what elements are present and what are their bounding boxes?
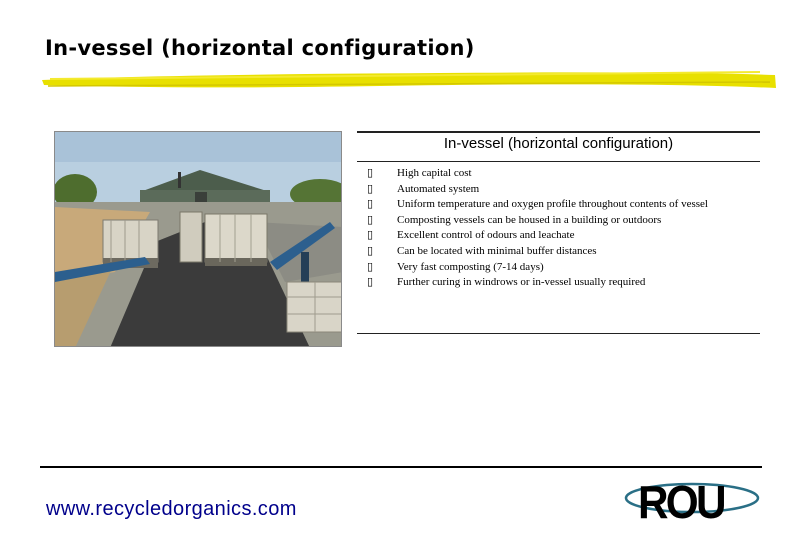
list-item: ▯ Composting vessels can be housed in a building or outdoors — [367, 212, 662, 226]
bullet-box-icon: ▯ — [367, 181, 374, 195]
list-item: ▯ Automated system — [367, 181, 480, 195]
table-bottom-rule — [357, 333, 760, 334]
list-item: ▯ Very fast composting (7-14 days) — [367, 259, 544, 273]
list-item: ▯ Further curing in windrows or in-vessel usually required — [367, 275, 646, 289]
table-heading-rule — [357, 161, 760, 162]
feature-list — [365, 168, 757, 293]
list-item: ▯ Can be located with minimal buffer distances — [367, 243, 597, 257]
footer-rule — [40, 466, 762, 468]
bullet-box-icon: ▯ — [367, 243, 374, 257]
list-item: ▯ Uniform temperature and oxygen profile throughout contents of vessel — [367, 197, 708, 211]
bullet-box-icon: ▯ — [367, 259, 374, 273]
bullet-box-icon: ▯ — [367, 212, 374, 226]
table-heading: In-vessel (horizontal configuration) — [443, 135, 674, 152]
yellow-underline-decoration — [40, 66, 780, 96]
bullet-box-icon: ▯ — [367, 275, 374, 289]
in-vessel-facility-photo — [54, 131, 342, 347]
bullet-box-icon: ▯ — [367, 197, 374, 211]
footer-website-link[interactable]: www.recycledorganics.com — [46, 498, 297, 520]
rou-logo-icon — [622, 474, 768, 526]
list-item: ▯ Excellent control of odours and leachate — [367, 228, 575, 242]
bullet-box-icon: ▯ — [367, 166, 374, 179]
bullet-box-icon: ▯ — [367, 228, 374, 242]
list-item: ▯ High capital cost — [367, 166, 472, 179]
slide-title: In-vessel (horizontal configuration) — [45, 36, 475, 60]
table-top-rule — [357, 131, 760, 133]
logo-text: ROU — [638, 476, 724, 528]
